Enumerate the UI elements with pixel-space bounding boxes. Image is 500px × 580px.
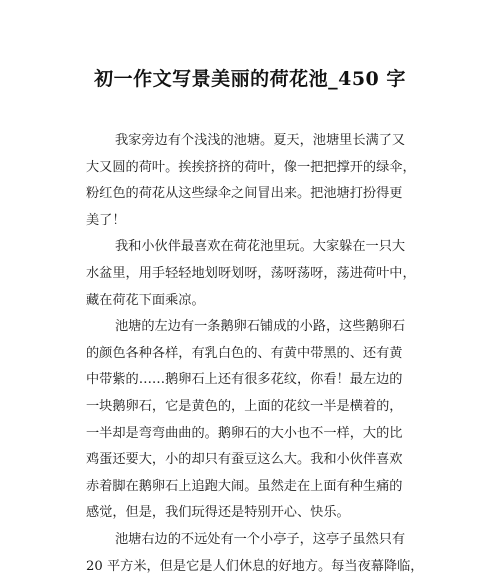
text-line: 一半却是弯弯曲曲的。鹅卵石的大小也不一样，大的比	[86, 421, 426, 448]
text-line: 我家旁边有个浅浅的池塘。夏天，池塘里长满了又	[86, 128, 426, 155]
text-line: 美了！	[86, 208, 426, 235]
text-line: 我和小伙伴最喜欢在荷花池里玩。大家躲在一只大	[86, 234, 426, 261]
text-line: 一块鹅卵石，它是黄色的，上面的花纹一半是横着的，	[86, 394, 426, 421]
paragraph-1	[86, 128, 426, 234]
text-line: 赤着脚在鹅卵石上追跑大闹。虽然走在上面有种生痛的	[86, 474, 426, 501]
text-line: 20 平方米，但是它是人们休息的好地方。每当夜幕降临，	[86, 554, 426, 580]
text-line: 鸡蛋还要大，小的却只有蚕豆这么大。我和小伙伴喜欢	[86, 447, 426, 474]
text-line: 感觉，但是，我们玩得还是特别开心、快乐。	[86, 500, 426, 527]
text-line: 的颜色各种各样，有乳白色的、有黄中带黑的、还有黄	[86, 341, 426, 368]
text-line: 大又圆的荷叶。挨挨挤挤的荷叶，像一把把撑开的绿伞，	[86, 155, 426, 182]
text-line: 水盆里，用手轻轻地划呀划呀，荡呀荡呀，荡进荷叶中，	[86, 261, 426, 288]
paragraph-2	[86, 234, 426, 314]
text-line: 池塘右边的不远处有一个小亭子，这亭子虽然只有	[86, 527, 426, 554]
paragraph-3	[86, 314, 426, 527]
document-title: 初一作文写景美丽的荷花池_450 字	[0, 64, 500, 91]
text-line: 池塘的左边有一条鹅卵石铺成的小路，这些鹅卵石	[86, 314, 426, 341]
paragraph-4	[86, 527, 426, 580]
text-line: 藏在荷花下面乘凉。	[86, 288, 426, 315]
document-body	[86, 128, 426, 580]
text-line: 粉红色的荷花从这些绿伞之间冒出来。把池塘打扮得更	[86, 181, 426, 208]
text-line: 中带紫的……鹅卵石上还有很多花纹，你看！最左边的	[86, 367, 426, 394]
